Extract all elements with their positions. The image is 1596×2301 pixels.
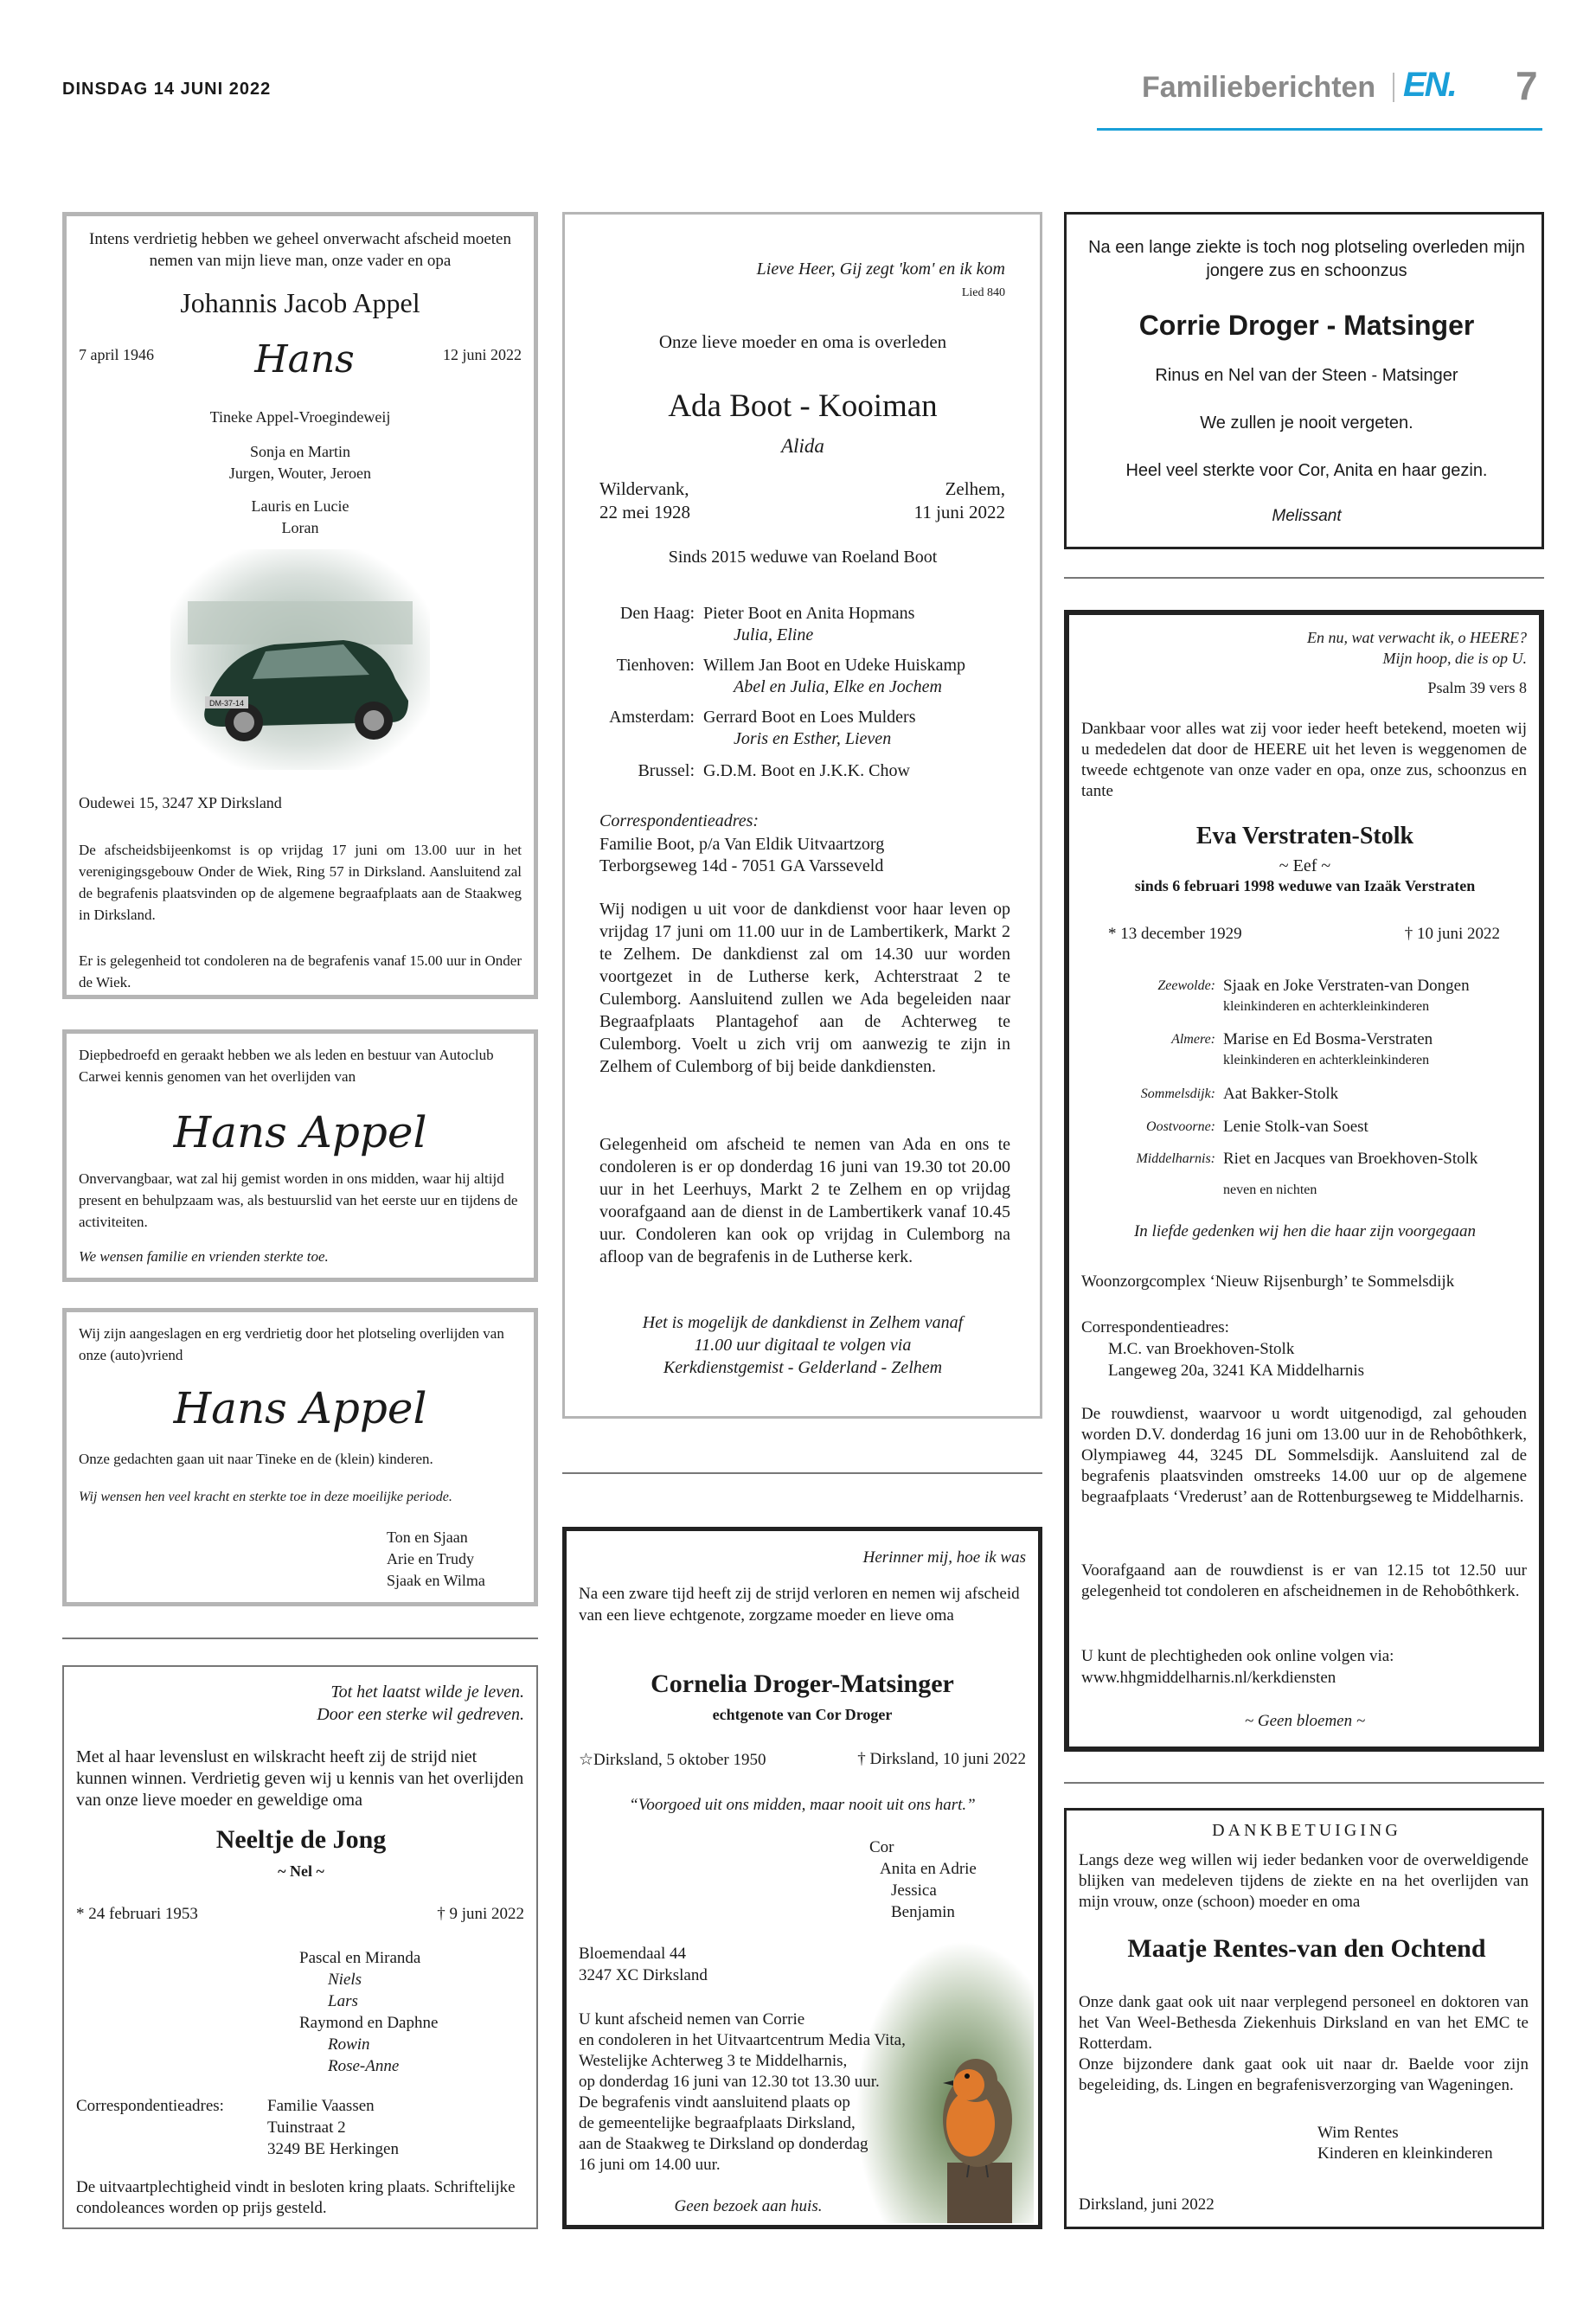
family-line: Benjamin <box>891 1903 955 1921</box>
widow-note: Sinds 2015 weduwe van Roeland Boot <box>668 548 938 567</box>
newspaper-logo: EN. <box>1403 66 1456 104</box>
thanks-intro: Langs deze weg willen wij ieder bedanken voor de overweldigende blijken van medeleven tijdens de ziekte en na het overlijden van mijn vrouw, onze (schoon) moeder en oma <box>1079 1851 1529 1911</box>
family-line: Rowin <box>328 2035 370 2054</box>
family-place: Almere: <box>1171 1032 1215 1047</box>
motto-line: Tot het laatst wilde je leven. <box>330 1682 524 1702</box>
thanks-maatje-rentes <box>1064 1808 1544 2229</box>
obituary-cornelia-droger <box>562 1527 1042 2229</box>
visitation-line: op donderdag 16 juni van 12.30 tot 13.30 uur. <box>579 2073 880 2091</box>
svg-text:DM-37-14: DM-37-14 <box>208 699 245 708</box>
family-names: Willem Jan Boot en Udeke Huiskamp <box>703 656 966 675</box>
obituary-neeltje-de-jong <box>62 1665 538 2229</box>
place-date-line: Dirksland, juni 2022 <box>1079 2195 1215 2214</box>
family-line: Tineke Appel-Vroegindeweij <box>209 408 391 426</box>
address-line: Bloemendaal 44 <box>579 1945 686 1963</box>
family-sub: kleinkinderen en achterkleinkinderen <box>1223 999 1430 1014</box>
family-line: Jessica <box>891 1881 937 1900</box>
condolence-intro: Wij zijn aangeslagen en erg verdrietig door het plotseling overlijden van onze (auto)vriend <box>79 1325 504 1363</box>
place-line: Melissant <box>1272 507 1342 525</box>
visitation-line: 16 juni om 14.00 uur. <box>579 2156 721 2174</box>
motto-reference: Lied 840 <box>961 286 1005 299</box>
family-line: Pascal en Miranda <box>299 1949 421 1967</box>
notice-title: DANKBETUIGING <box>1212 1821 1401 1840</box>
deceased-address: Oudewei 15, 3247 XP Dirksland <box>79 794 282 811</box>
condolence-text: Onze gedachten gaan uit naar Tineke en de (klein) kinderen. <box>79 1451 433 1467</box>
condolence-intro: Diepbedroefd en geraakt hebben we als leden en bestuur van Autoclub Carwei kennis genomen van het overlijden van <box>79 1047 494 1085</box>
page-number: 7 <box>1516 63 1538 108</box>
family-place: Den Haag: <box>619 604 695 623</box>
visitation-line: en condoleren in het Uitvaartcentrum Media Vita, <box>579 2031 906 2049</box>
obituary-intro: Na een zware tijd heeft zij de strijd verloren en nemen wij afscheid van een lieve echtgenote, zorgzame moeder en lieve oma <box>579 1585 1020 1625</box>
message-line: We zullen je nooit vergeten. <box>1200 413 1413 433</box>
family-sub: neven en nichten <box>1223 1183 1317 1197</box>
header-divider <box>1393 73 1394 102</box>
closing-note: Geen bezoek aan huis. <box>674 2197 823 2215</box>
family-line: Raymond en Daphne <box>299 2014 439 2032</box>
deceased-name: Johannis Jacob Appel <box>180 287 420 318</box>
service-details: Wij nodigen u uit voor de dankdienst voor haar leven op vrijdag 17 juni om 11.00 uur in de Lambertikerk, Markt 2 te Zelhem. De dankdienst zal om 14.30 uur worden voortgezet in de Lutherse kerk, Achterstraat 2 te Culemborg. Aansluitend zullen we Ada begeleiden naar Begraafplaats Plantagehof aan de Achterweg te Culemborg. Voelt u zich vrij om aanwezig te zijn in Zelhem of Culemborg of bij beide dankdiensten. <box>599 900 1010 1076</box>
column-separator <box>1064 577 1544 579</box>
obituary-intro: Onze lieve moeder en oma is overleden <box>658 331 947 352</box>
family-place: Oostvoorne: <box>1146 1119 1215 1134</box>
signer: Kinderen en kleinkinderen <box>1317 2144 1493 2163</box>
birth-date: 7 april 1946 <box>79 346 154 363</box>
death-date: 12 juni 2022 <box>442 346 522 363</box>
family-place: Brussel: <box>638 761 695 780</box>
column-separator <box>562 1472 1042 1474</box>
birth-place: Wildervank, <box>599 478 689 499</box>
obituary-intro: Na een lange ziekte is toch nog plotseling overleden mijn jongere zus en schoonzus <box>1088 238 1525 280</box>
family-line: Jurgen, Wouter, Jeroen <box>228 465 372 482</box>
family-place: Amsterdam: <box>609 708 695 727</box>
family-line: Rose-Anne <box>328 2057 400 2075</box>
thanks-text: Onze dank gaat ook uit naar verplegend personeel en doktoren van het Van Weel-Bethesda Ziekenhuis Dirksland en van het EMC te Rotterdam. <box>1079 1993 1529 2053</box>
header-rule <box>1097 128 1542 131</box>
visitation-line: U kunt afscheid nemen van Corrie <box>579 2010 805 2029</box>
page-date: DINSDAG 14 JUNI 2022 <box>62 80 272 99</box>
visitation-line: Westelijke Achterweg 3 te Middelharnis, <box>579 2052 848 2070</box>
family-names: Riet en Jacques van Broekhoven-Stolk <box>1223 1150 1478 1168</box>
spouse-note: echtgenote van Cor Droger <box>712 1706 893 1723</box>
stream-note: Kerkdienstgemist - Gelderland - Zelhem <box>663 1358 943 1377</box>
signer: Wim Rentes <box>1317 2124 1399 2142</box>
death-date: 11 juni 2022 <box>913 502 1005 522</box>
family-kids: Abel en Julia, Elke en Jochem <box>734 677 942 696</box>
deceased-name-signature: Hans Appel <box>173 1383 427 1433</box>
family-line: Cor <box>869 1838 894 1856</box>
obituary-intro: Intens verdrietig hebben we geheel onverwacht afscheid moeten nemen van mijn lieve man, onze vader en opa <box>89 230 511 270</box>
obituary-ada-boot <box>562 212 1042 1419</box>
memory-line: In liefde gedenken wij hen die haar zijn voorgegaan <box>1133 1222 1477 1240</box>
deceased-name: Eva Verstraten-Stolk <box>1195 823 1414 849</box>
family-names: Gerrard Boot en Loes Mulders <box>703 708 916 727</box>
widow-note: sinds 6 februari 1998 weduwe van Izaäk Verstraten <box>1134 877 1476 894</box>
condolence-autoclub-carwei <box>62 1029 538 1282</box>
motto-line: Mijn hoop, die is op U. <box>1382 650 1527 667</box>
family-kids: Joris en Esther, Lieven <box>734 729 892 748</box>
correspondence-line: M.C. van Broekhoven-Stolk <box>1108 1340 1295 1358</box>
family-sub: kleinkinderen en achterkleinkinderen <box>1223 1053 1430 1067</box>
obituary-intro: Met al haar levenslust en wilskracht heeft zij de strijd niet kunnen winnen. Verdrietig geven wij u kennis van het overlijden van onze lieve moeder en geweldige oma <box>76 1747 524 1810</box>
death-date: † 9 juni 2022 <box>437 1905 524 1923</box>
family-names: Pieter Boot en Anita Hopmans <box>703 604 915 623</box>
condolence-details: Gelegenheid om afscheid te nemen van Ada en ons te condoleren is er op donderdag 16 juni van 19.30 tot 20.00 uur in het Leerhuys, Markt 2 te Zelhem en op vrijdag voorafgaand aan de dienst in de Lambertikerk vanaf 10.45 uur. Condoleren kan ook op vrijdag in Culemborg na afloop van de begrafenis in de Lutherse kerk. <box>599 1135 1010 1266</box>
obituary-eva-verstraten <box>1064 610 1544 1752</box>
family-names: Sjaak en Joke Verstraten-van Dongen <box>1223 977 1470 995</box>
motto-line: Door een sterke wil gedreven. <box>317 1705 524 1724</box>
death-place: Zelhem, <box>945 478 1005 499</box>
death-date: † Dirksland, 10 juni 2022 <box>857 1750 1026 1768</box>
condolence-details: Er is gelegenheid tot condoleren na de begrafenis vanaf 15.00 uur in Onder de Wiek. <box>79 952 522 990</box>
family-place: Zeewolde: <box>1157 978 1215 993</box>
correspondence-label: Correspondentieadres: <box>1081 1318 1229 1336</box>
deceased-name: Maatje Rentes-van den Ochtend <box>1127 1934 1486 1963</box>
nickname: Alida <box>781 435 824 457</box>
obituary-corrie-droger <box>1064 212 1544 549</box>
deceased-name: Corrie Droger - Matsinger <box>1138 310 1475 341</box>
quote: “Voorgoed uit ons midden, maar nooit uit ons hart.” <box>629 1796 976 1814</box>
nickname-signature: Hans <box>254 337 355 381</box>
thanks-text: Onze bijzondere dank gaat ook uit naar dr. Baelde voor zijn begeleiding, ds. Lingen en begrafenisverzorging van Wageningen. <box>1079 2055 1529 2094</box>
family-line: Niels <box>328 1971 362 1989</box>
column-separator <box>62 1638 538 1639</box>
correspondence-label: Correspondentieadres: <box>76 2097 224 2115</box>
from-line: Rinus en Nel van der Steen - Matsinger <box>1155 366 1458 385</box>
family-names: Marise en Ed Bosma-Verstraten <box>1223 1030 1433 1048</box>
obituary-intro: Dankbaar voor alles wat zij voor ieder heeft betekend, moeten wij u mededelen dat door de HEERE uit het leven is weggenomen de tweede echtgenote van onze vader en opa, onze zus, schoonzus en tante <box>1081 720 1527 800</box>
column-separator <box>1064 1782 1544 1784</box>
family-names: Aat Bakker-Stolk <box>1223 1085 1339 1103</box>
condolence-wish: Wij wensen hen veel kracht en sterkte toe in deze moeilijke periode. <box>79 1490 452 1504</box>
visitation-line: de gemeentelijke begraafplaats Dirksland, <box>579 2114 856 2132</box>
stream-note: Het is mogelijk de dankdienst in Zelhem vanaf <box>642 1313 964 1332</box>
motto: Herinner mij, hoe ik was <box>862 1548 1026 1567</box>
correspondence-label: Correspondentieadres: <box>599 811 760 830</box>
correspondence-line: Familie Vaassen <box>267 2097 375 2115</box>
family-names: Lenie Stolk-van Soest <box>1223 1118 1368 1136</box>
motto-line: En nu, wat verwacht ik, o HEERE? <box>1307 629 1527 646</box>
correspondence-line: Tuinstraat 2 <box>267 2118 346 2137</box>
birth-date: * 24 februari 1953 <box>76 1905 198 1923</box>
section-title: Familieberichten <box>1142 71 1376 104</box>
deceased-name: Neeltje de Jong <box>215 1825 387 1854</box>
motto: Lieve Heer, Gij zegt 'kom' en ik kom <box>756 260 1005 279</box>
funeral-details: De afscheidsbijeenkomst is op vrijdag 17 juni om 13.00 uur in het verenigingsgebouw Onder de Wiek, Ring 57 in Dirksland. Aansluitend zal de begrafenis plaatsvinden op de algemene begraafplaats aan de Staakweg in Dirksland. <box>79 842 522 923</box>
family-line: Lauris en Lucie <box>251 497 349 515</box>
correspondence-line: Langeweg 20a, 3241 KA Middelharnis <box>1108 1362 1365 1380</box>
death-date: † 10 juni 2022 <box>1404 925 1500 943</box>
nickname: ~ Eef ~ <box>1279 856 1331 875</box>
family-names: G.D.M. Boot en J.K.K. Chow <box>703 761 910 780</box>
birth-date: * 13 december 1929 <box>1108 925 1242 943</box>
address-line: 3247 XC Dirksland <box>579 1966 708 1984</box>
signer: Arie en Trudy <box>387 1550 475 1567</box>
correspondence-line: 3249 BE Herkingen <box>267 2140 399 2158</box>
closing-note: De uitvaartplechtigheid vindt in besloten kring plaats. Schriftelijke condoleances worden op prijs gesteld. <box>76 2178 516 2217</box>
photo-car-icon <box>170 549 430 770</box>
closing-note: ~ Geen bloemen ~ <box>1244 1712 1366 1730</box>
signer: Sjaak en Wilma <box>387 1572 485 1589</box>
condolence-text: Onvervangbaar, wat zal hij gemist worden in ons midden, waar hij altijd present en behulpzaam was, als bestuurslid van het eerste uur en tijdens de activiteiten. <box>79 1170 518 1230</box>
birth-date: ☆Dirksland, 5 oktober 1950 <box>579 1751 766 1769</box>
signer: Ton en Sjaan <box>387 1529 468 1546</box>
family-place: Sommelsdijk: <box>1140 1086 1215 1101</box>
deceased-name: Cornelia Droger-Matsinger <box>651 1670 954 1698</box>
motto-reference: Psalm 39 vers 8 <box>1427 679 1527 696</box>
family-place: Tienhoven: <box>616 656 695 675</box>
visitation-line: aan de Staakweg te Dirksland op donderdag <box>579 2135 869 2153</box>
condolence-friends <box>62 1308 538 1606</box>
robin-bird-icon <box>856 1942 1034 2223</box>
family-line: Lars <box>328 1992 358 2010</box>
family-line: Sonja en Martin <box>250 443 350 460</box>
residence-line: Woonzorgcomplex ‘Nieuw Rijsenburgh’ te Sommelsdijk <box>1081 1272 1455 1291</box>
correspondence-line: Familie Boot, p/a Van Eldik Uitvaartzorg <box>599 835 885 854</box>
stream-note: 11.00 uur digitaal te volgen via <box>694 1336 912 1355</box>
family-line: Loran <box>281 519 319 536</box>
family-place: Middelharnis: <box>1136 1151 1215 1166</box>
family-kids: Julia, Eline <box>734 625 814 644</box>
condolence-details: Voorafgaand aan de rouwdienst is er van 12.15 tot 12.50 uur gelegenheid tot condoleren en afscheidnemen in de Rehobôthkerk. <box>1081 1561 1527 1600</box>
deceased-name: Ada Boot - Kooiman <box>668 388 938 424</box>
family-line: Anita en Adrie <box>880 1860 977 1878</box>
visitation-line: De begrafenis vindt aansluitend plaats op <box>579 2093 850 2112</box>
birth-date: 22 mei 1928 <box>599 502 690 522</box>
nickname: ~ Nel ~ <box>278 1862 324 1880</box>
message-line: Heel veel sterkte voor Cor, Anita en haar gezin. <box>1125 461 1488 480</box>
correspondence-line: Terborgseweg 14d - 7051 GA Varsseveld <box>599 856 884 875</box>
obituary-johannis-appel <box>62 212 538 999</box>
deceased-name-signature: Hans Appel <box>173 1107 427 1157</box>
condolence-wish: We wensen familie en vrienden sterkte toe. <box>79 1248 329 1265</box>
online-link[interactable]: www.hhgmiddelharnis.nl/kerkdiensten <box>1081 1669 1336 1687</box>
service-details: De rouwdienst, waarvoor u wordt uitgenodigd, zal gehouden worden D.V. donderdag 16 juni om 13.00 uur in de Rehobôthkerk, Olympiaweg 44, 3245 DL Sommelsdijk. Aansluitend zal de begrafenis plaatsvinden omstreeks 14.00 uur op de algemene begraafplaats ‘Vrederust’ aan de Rottenburgseweg te Middelharnis. <box>1081 1405 1527 1506</box>
online-note: U kunt de plechtigheden ook online volgen via: <box>1081 1647 1394 1665</box>
